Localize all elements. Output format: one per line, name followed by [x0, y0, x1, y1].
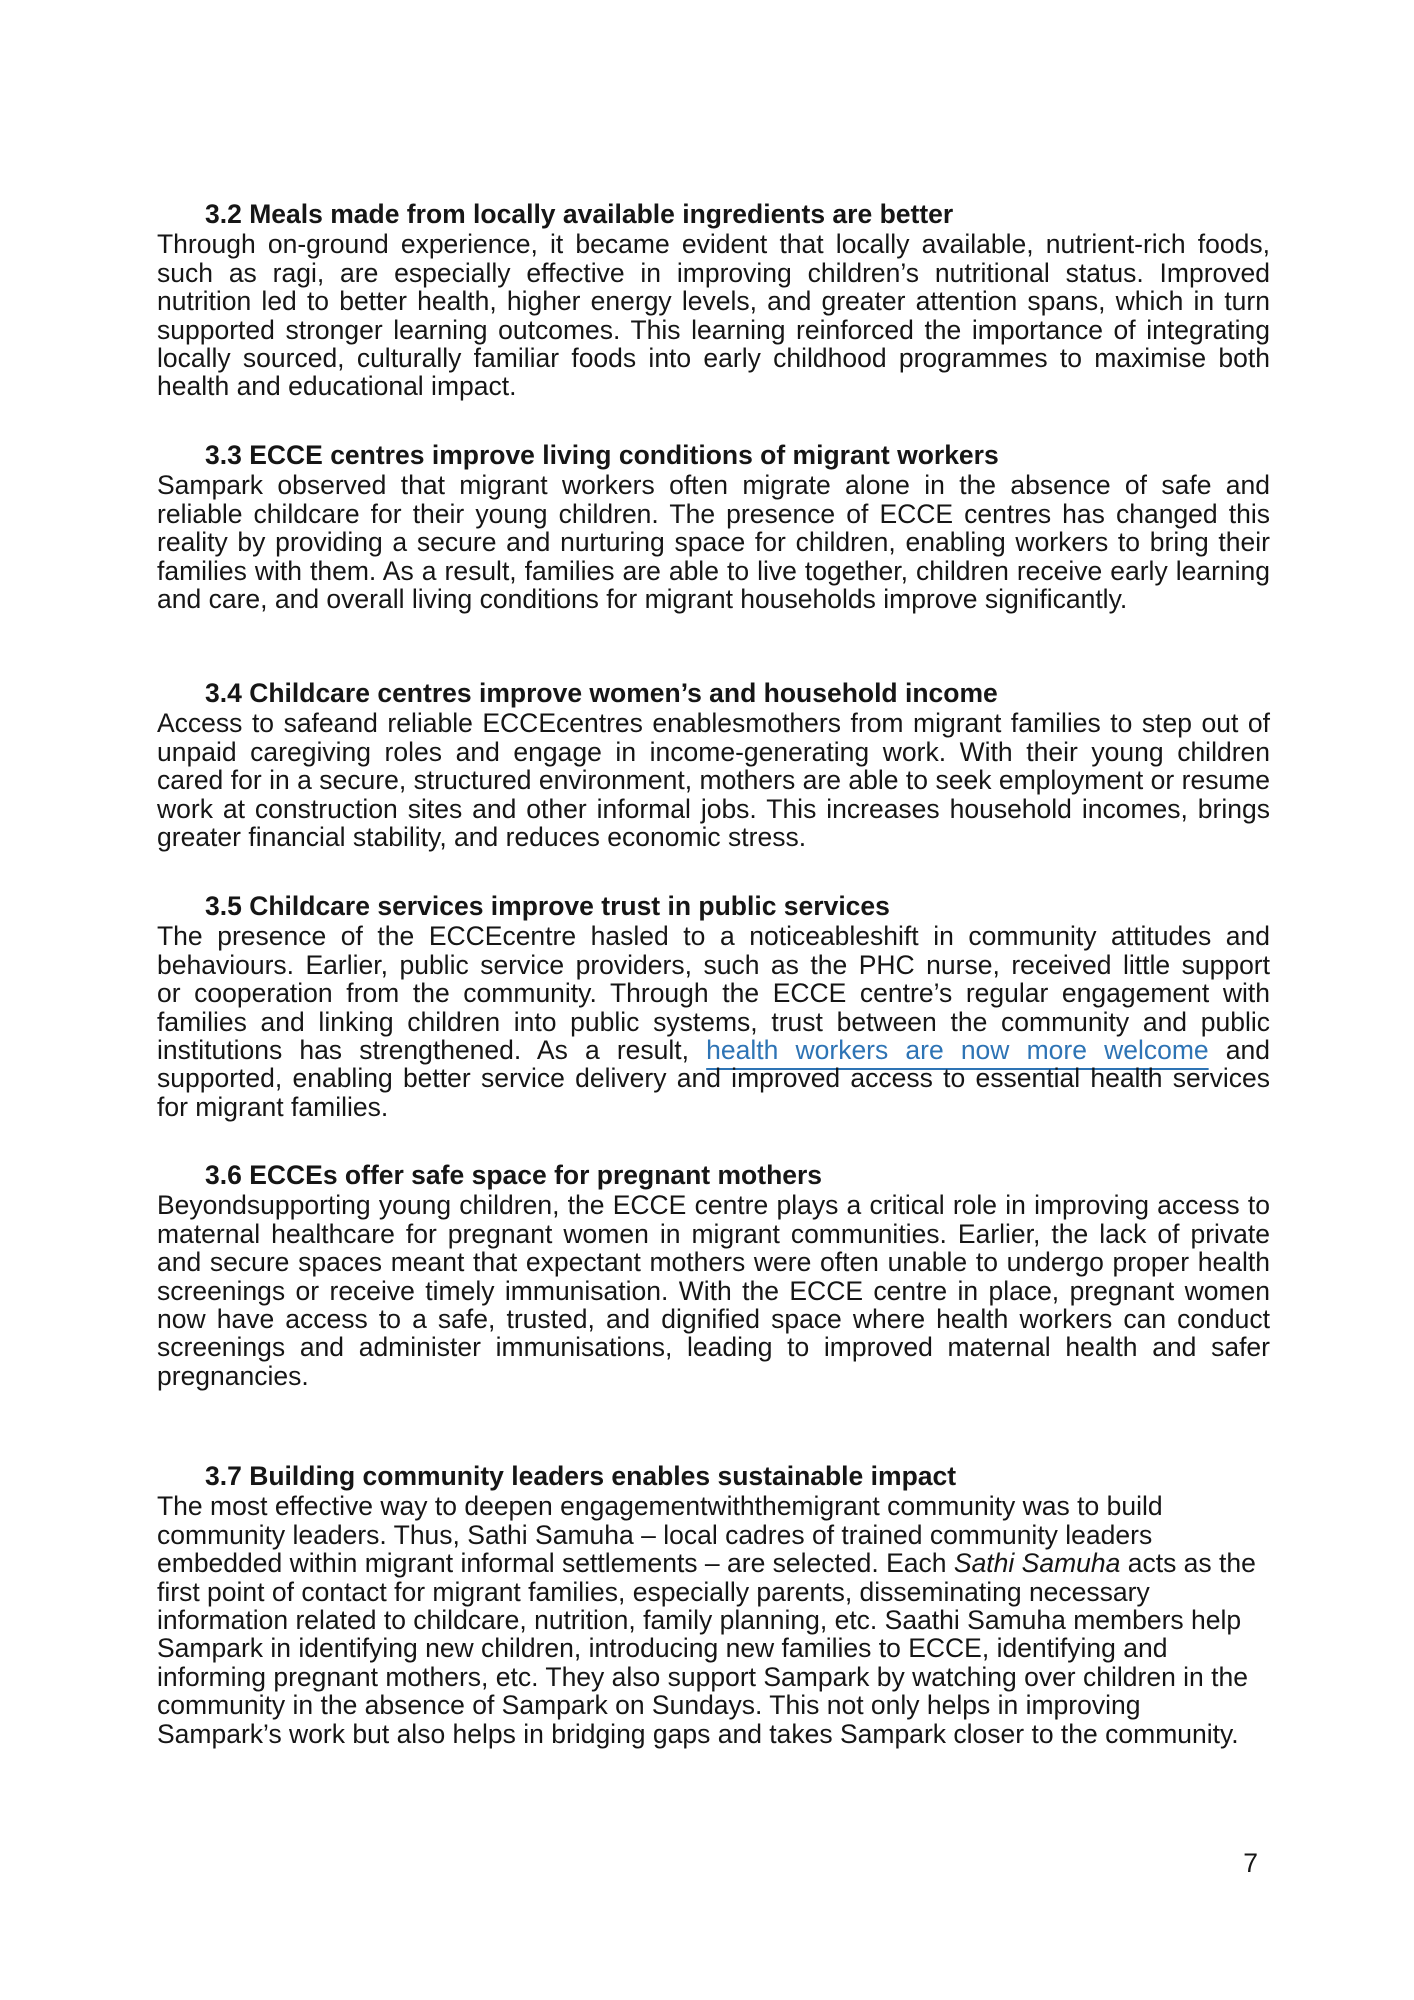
text-run: health and educational impact.	[157, 371, 517, 402]
text-line	[157, 1220, 1270, 1248]
text-line	[157, 287, 1270, 315]
text-run: families and linking children into public systems, trust between the community and public	[157, 1006, 1270, 1037]
section-3-5-body	[157, 922, 1270, 1121]
text-line	[157, 1720, 1270, 1748]
text-line	[157, 1093, 1270, 1121]
section-3-6-heading: 3.6 ECCEs offer safe space for pregnant mothers	[205, 1160, 823, 1190]
section-3-6-body	[157, 1191, 1270, 1390]
text-line	[157, 766, 1270, 794]
text-run: screenings or receive timely immunisation. With the ECCE centre in place, pregnant women	[157, 1275, 1270, 1306]
section-3-5-heading: 3.5 Childcare services improve trust in public services	[205, 891, 890, 921]
text-run: supported stronger learning outcomes. This learning reinforced the importance of integrating	[157, 314, 1270, 345]
text-line	[157, 1521, 1270, 1549]
text-line	[157, 316, 1270, 344]
text-run: now have access to a safe, trusted, and dignified space where health workers can conduct	[157, 1304, 1270, 1335]
text-run: locally sourced, culturally familiar foods into early childhood programmes to maximise both	[157, 343, 1270, 374]
text-run: greater financial stability, and reduces economic stress.	[157, 822, 807, 853]
text-run: families with them. As a result, families are able to live together, children receive early learning	[157, 555, 1270, 586]
text-line	[157, 500, 1270, 528]
text-line	[157, 1663, 1270, 1691]
text-line	[157, 951, 1270, 979]
text-line	[157, 1036, 1270, 1064]
text-line	[157, 471, 1270, 499]
text-line	[157, 585, 1270, 613]
text-run: pregnancies.	[157, 1360, 309, 1391]
text-line	[157, 344, 1270, 372]
text-line	[157, 1008, 1270, 1036]
text-line	[157, 259, 1270, 287]
section-3-4-heading: 3.4 Childcare centres improve women’s and household income	[205, 678, 998, 708]
section-3-6	[157, 1161, 1270, 1390]
text-run: Sampark in identifying new children, introducing new families to ECCE, identifying and	[157, 1633, 1168, 1664]
text-run: reality by providing a secure and nurturing space for children, enabling workers to bring their	[157, 527, 1270, 558]
text-line	[157, 1492, 1270, 1520]
text-run: Sampark’s work but also helps in bridging gaps and takes Sampark closer to the community.	[157, 1718, 1239, 1749]
text-line	[157, 1248, 1270, 1276]
text-run: Through on-ground experience, it became evident that locally available, nutrient-rich foods,	[157, 229, 1270, 260]
text-line	[157, 1277, 1270, 1305]
text-line	[157, 922, 1270, 950]
section-3-7-body	[157, 1492, 1270, 1748]
italic-term: Sathi Samuha	[953, 1548, 1121, 1579]
text-run: screenings and administer immunisations, leading to improved maternal health and safer	[157, 1332, 1270, 1363]
text-line	[157, 795, 1270, 823]
section-3-4	[157, 679, 1270, 851]
text-run: for migrant families.	[157, 1091, 389, 1122]
text-line	[157, 1606, 1270, 1634]
text-run: institutions has strengthened. As a result,	[157, 1035, 707, 1066]
text-line	[157, 557, 1270, 585]
text-run: acts as the	[1120, 1548, 1256, 1579]
text-run: unpaid caregiving roles and engage in income-generating work. With their young children	[157, 736, 1270, 767]
section-3-3-body	[157, 471, 1270, 613]
text-run: Sampark observed that migrant workers often migrate alone in the absence of safe and	[157, 470, 1270, 501]
text-line	[157, 230, 1270, 258]
text-run: cared for in a secure, structured environment, mothers are able to seek employment or resume	[157, 765, 1270, 796]
text-line	[157, 1634, 1270, 1662]
text-run: nutrition led to better health, higher energy levels, and greater attention spans, which in turn	[157, 286, 1270, 317]
text-line	[157, 1191, 1270, 1219]
text-run: reliable childcare for their young children. The presence of ECCE centres has changed this	[157, 498, 1270, 529]
text-run: first point of contact for migrant families, especially parents, disseminating necessary	[157, 1576, 1150, 1607]
text-line	[157, 1333, 1270, 1361]
text-line	[157, 1064, 1270, 1092]
section-3-7	[157, 1462, 1270, 1748]
text-run: embedded within migrant informal settlements – are selected. Each	[157, 1548, 954, 1579]
text-run: such as ragi, are especially effective in improving children’s nutritional status. Improved	[157, 257, 1270, 288]
text-line	[157, 823, 1270, 851]
section-3-3	[157, 441, 1270, 613]
text-line	[157, 372, 1270, 400]
text-line	[157, 1578, 1270, 1606]
section-3-7-heading: 3.7 Building community leaders enables sustainable impact	[205, 1461, 957, 1491]
text-run: Access to safeand reliable ECCEcentres enablesmothers from migrant families to step out of	[157, 708, 1270, 739]
text-line	[157, 1549, 1270, 1577]
text-line	[157, 528, 1270, 556]
text-line	[157, 1691, 1270, 1719]
text-run: behaviours. Earlier, public service providers, such as the PHC nurse, received little support	[157, 949, 1270, 980]
section-3-5	[157, 892, 1270, 1121]
text-run: and secure spaces meant that expectant mothers were often unable to undergo proper health	[157, 1247, 1270, 1278]
section-3-4-body	[157, 709, 1270, 851]
text-run: informing pregnant mothers, etc. They also support Sampark by watching over children in the	[157, 1661, 1248, 1692]
text-line	[157, 738, 1270, 766]
section-3-2-heading: 3.2 Meals made from locally available ingredients are better	[205, 199, 954, 229]
text-run: maternal healthcare for pregnant women in migrant communities. Earlier, the lack of private	[157, 1218, 1270, 1249]
text-run: The presence of the ECCEcentre hasled to a noticeableshift in community attitudes and	[157, 921, 1270, 952]
section-3-2-body	[157, 230, 1270, 400]
text-run: and	[1208, 1035, 1270, 1066]
text-run: community in the absence of Sampark on Sundays. This not only helps in improving	[157, 1690, 1141, 1721]
text-line	[157, 979, 1270, 1007]
text-run: or cooperation from the community. Through the ECCE centre’s regular engagement with	[157, 978, 1270, 1009]
page-number: 7	[1243, 1848, 1258, 1878]
text-line	[157, 1305, 1270, 1333]
text-run: supported, enabling better service delivery and improved access to essential health services	[157, 1063, 1270, 1094]
text-line	[157, 709, 1270, 737]
text-run: information related to childcare, nutrition, family planning, etc. Saathi Samuha members help	[157, 1605, 1242, 1636]
text-run: community leaders. Thus, Sathi Samuha – local cadres of trained community leaders	[157, 1519, 1153, 1550]
text-run: work at construction sites and other informal jobs. This increases household incomes, brings	[157, 793, 1270, 824]
inline-link[interactable]: health workers are now more welcome	[706, 1035, 1209, 1066]
text-run: and care, and overall living conditions for migrant households improve significantly.	[157, 584, 1128, 615]
section-3-3-heading: 3.3 ECCE centres improve living conditions of migrant workers	[205, 440, 999, 470]
text-run: Beyondsupporting young children, the ECCE centre plays a critical role in improving access to	[157, 1190, 1270, 1221]
text-run: The most effective way to deepen engagementwiththemigrant community was to build	[157, 1491, 1163, 1522]
section-3-2	[157, 200, 1270, 401]
text-line	[157, 1362, 1270, 1390]
